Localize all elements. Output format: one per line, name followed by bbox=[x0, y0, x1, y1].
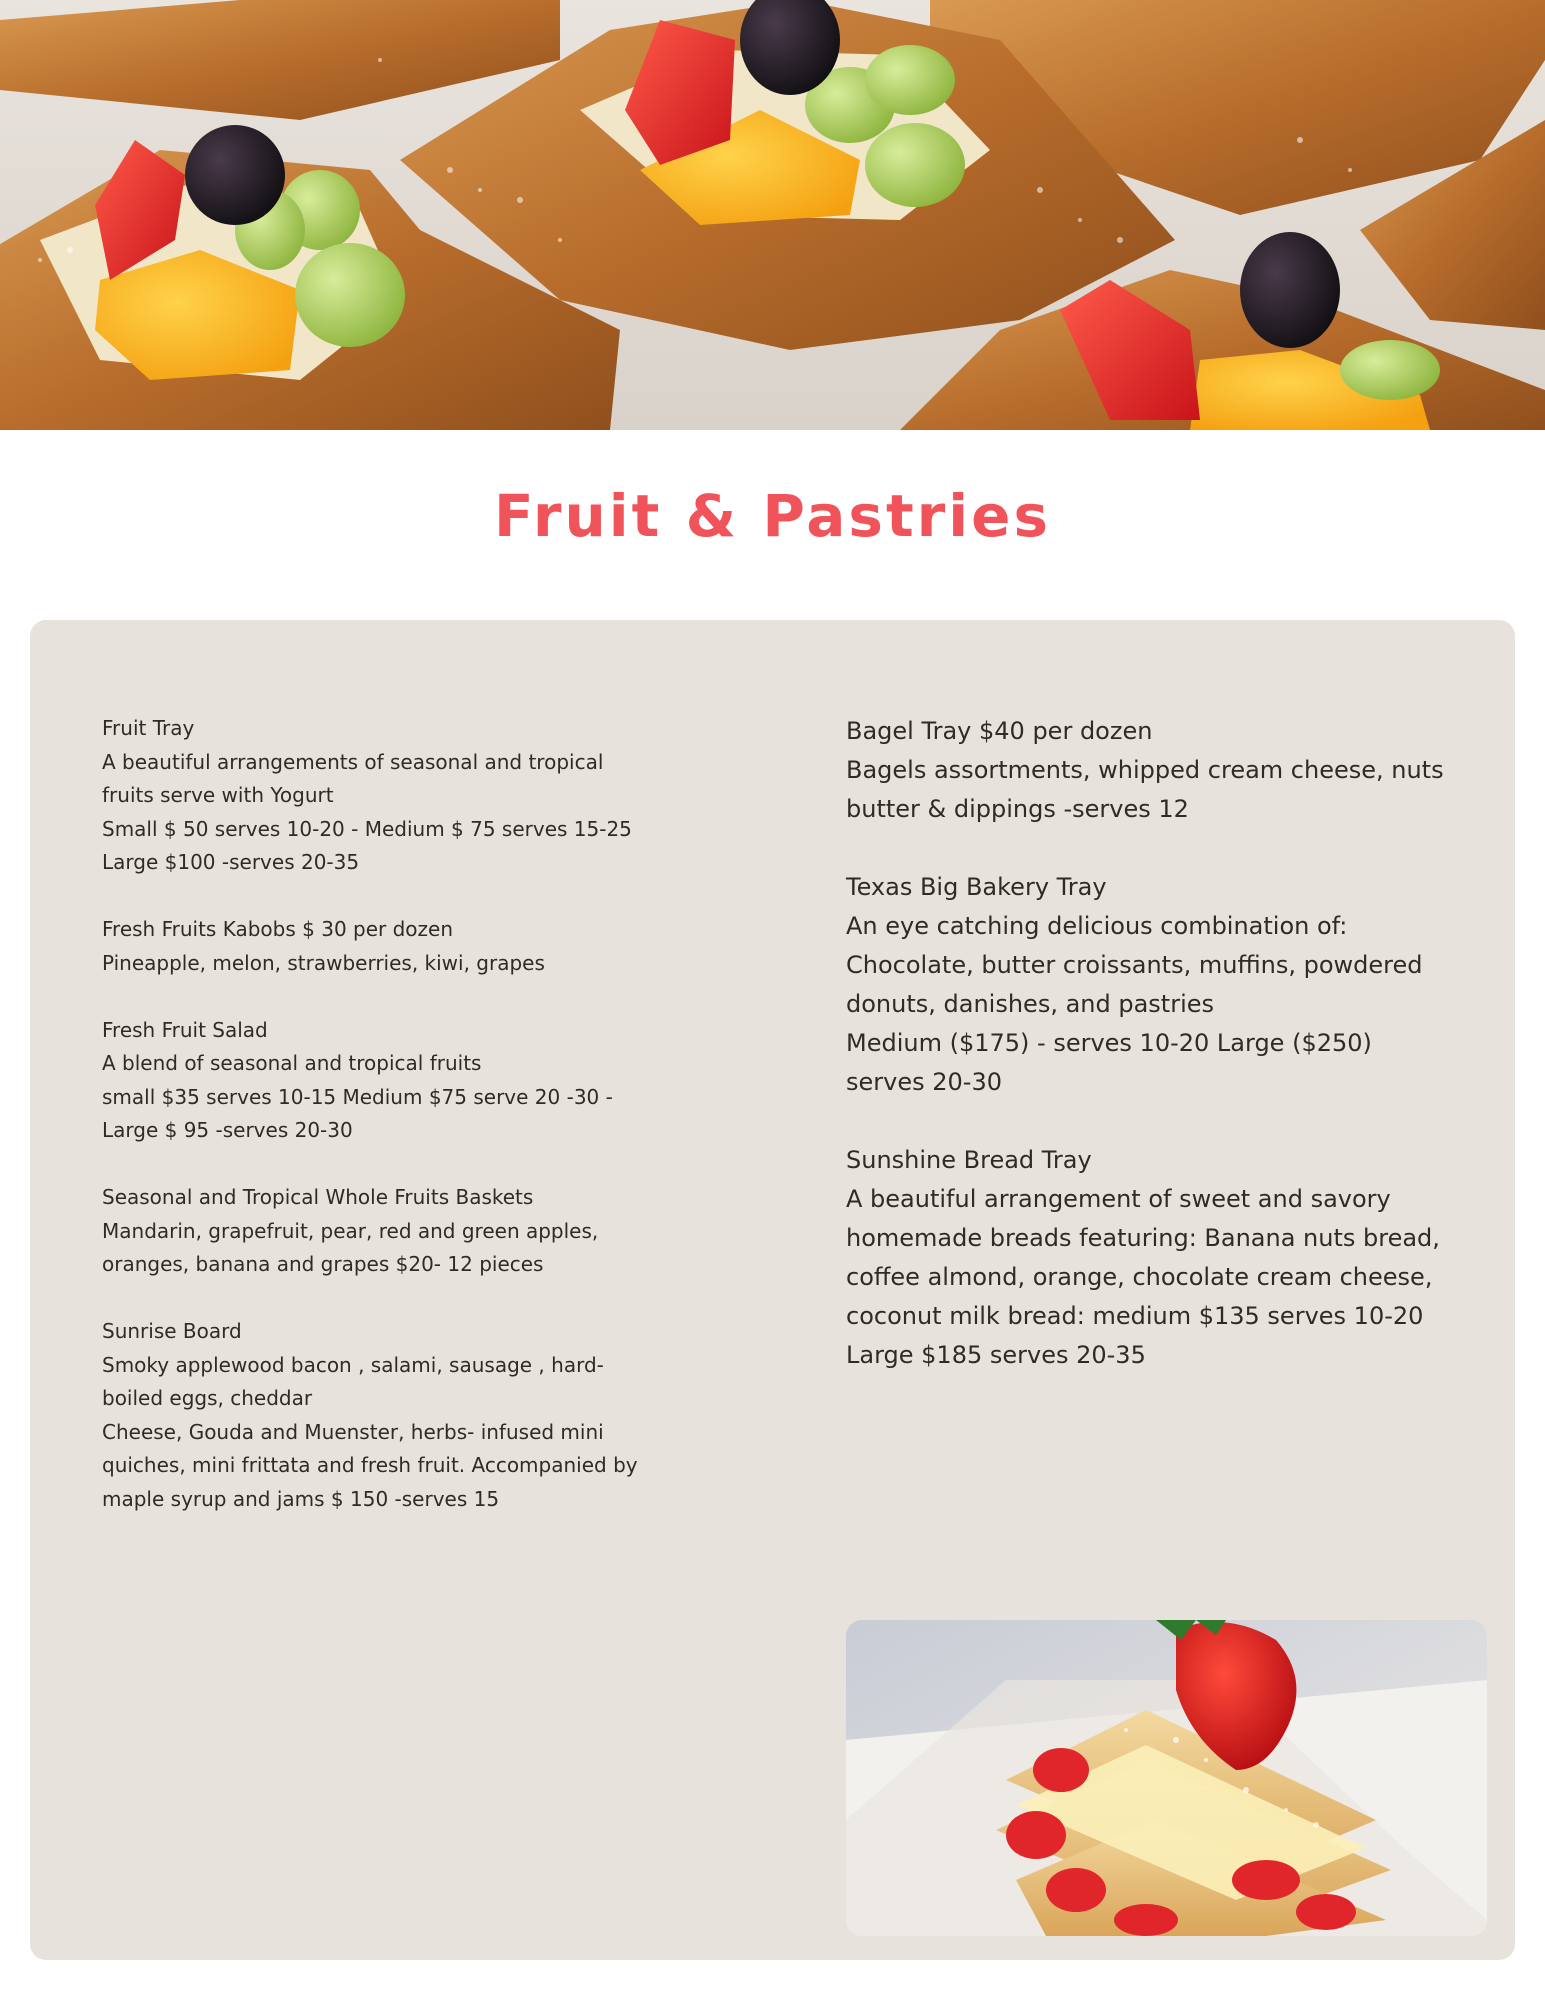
menu-line: A blend of seasonal and tropical fruits bbox=[102, 1051, 482, 1075]
menu-item-sunrise-board bbox=[102, 1315, 682, 1516]
menu-line: maple syrup and jams $ 150 -serves 15 bbox=[102, 1486, 500, 1511]
menu-line: homemade breads featuring: Banana nuts bread, bbox=[846, 1224, 1440, 1252]
menu-line: oranges, banana and grapes $20- 12 pieces bbox=[102, 1252, 544, 1276]
menu-line: butter & dippings -serves 12 bbox=[846, 795, 1189, 823]
page-title: Fruit & Pastries bbox=[493, 482, 1052, 550]
menu-item-bread-tray bbox=[846, 1141, 1446, 1375]
menu-item-fruit-kabobs bbox=[102, 913, 682, 980]
menu-line: Fruit Tray bbox=[102, 716, 195, 740]
menu-line: Fresh Fruits Kabobs $ 30 per dozen bbox=[102, 917, 454, 941]
menu-line: Pineapple, melon, strawberries, kiwi, grapes bbox=[102, 950, 545, 975]
menu-line: Large $ 95 -serves 20-30 bbox=[102, 1118, 353, 1142]
menu-line: coconut milk bread: medium $135 serves 10-20 bbox=[846, 1302, 1424, 1330]
menu-item-bagel-tray bbox=[846, 712, 1446, 829]
menu-line: Sunshine Bread Tray bbox=[846, 1146, 1092, 1174]
menu-line: Mandarin, grapefruit, pear, red and green apples, bbox=[102, 1218, 599, 1243]
menu-line: Medium ($175) - serves 10-20 Large ($250) bbox=[846, 1029, 1372, 1057]
menu-line: serves 20-30 bbox=[846, 1068, 1002, 1096]
menu-line: quiches, mini frittata and fresh fruit. Accompanied by bbox=[102, 1453, 638, 1477]
menu-line: boiled eggs, cheddar bbox=[102, 1386, 313, 1410]
menu-column-right bbox=[846, 712, 1446, 1414]
danish-pastries-icon bbox=[0, 0, 1545, 430]
menu-line: Fresh Fruit Salad bbox=[102, 1017, 268, 1042]
menu-item-bakery-tray bbox=[846, 868, 1446, 1102]
menu-line: Large $185 serves 20-35 bbox=[846, 1341, 1146, 1369]
menu-line: donuts, danishes, and pastries bbox=[846, 990, 1215, 1018]
menu-item-fruit-baskets bbox=[102, 1181, 682, 1282]
strawberry-napoleon-icon bbox=[846, 1620, 1487, 1936]
menu-column-left bbox=[102, 712, 682, 1550]
menu-line: Texas Big Bakery Tray bbox=[846, 873, 1107, 901]
menu-line: fruits serve with Yogurt bbox=[102, 783, 334, 807]
menu-line: Small $ 50 serves 10-20 - Medium $ 75 serves 15-25 bbox=[102, 816, 632, 841]
strawberry-pastry-photo bbox=[846, 1620, 1487, 1936]
menu-item-fruit-tray bbox=[102, 712, 682, 880]
menu-line: Cheese, Gouda and Muenster, herbs- infused mini bbox=[102, 1419, 604, 1444]
menu-line: Large $100 -serves 20-35 bbox=[102, 850, 360, 874]
menu-line: Bagels assortments, whipped cream cheese, nuts bbox=[846, 756, 1444, 784]
hero-pastry-image bbox=[0, 0, 1545, 430]
menu-line: small $35 serves 10-15 Medium $75 serve 20 -30 - bbox=[102, 1084, 613, 1109]
menu-line: A beautiful arrangements of seasonal and tropical bbox=[102, 749, 604, 774]
menu-item-fruit-salad bbox=[102, 1014, 682, 1148]
menu-line: Sunrise Board bbox=[102, 1319, 242, 1343]
menu-line: Chocolate, butter croissants, muffins, powdered bbox=[846, 951, 1423, 979]
menu-line: Smoky applewood bacon , salami, sausage , hard- bbox=[102, 1352, 604, 1377]
menu-panel bbox=[30, 620, 1515, 1960]
menu-line: A beautiful arrangement of sweet and savory bbox=[846, 1185, 1391, 1213]
menu-line: An eye catching delicious combination of: bbox=[846, 912, 1348, 940]
menu-line: Bagel Tray $40 per dozen bbox=[846, 717, 1153, 745]
menu-line: coffee almond, orange, chocolate cream cheese, bbox=[846, 1263, 1433, 1291]
menu-line: Seasonal and Tropical Whole Fruits Baskets bbox=[102, 1185, 534, 1209]
